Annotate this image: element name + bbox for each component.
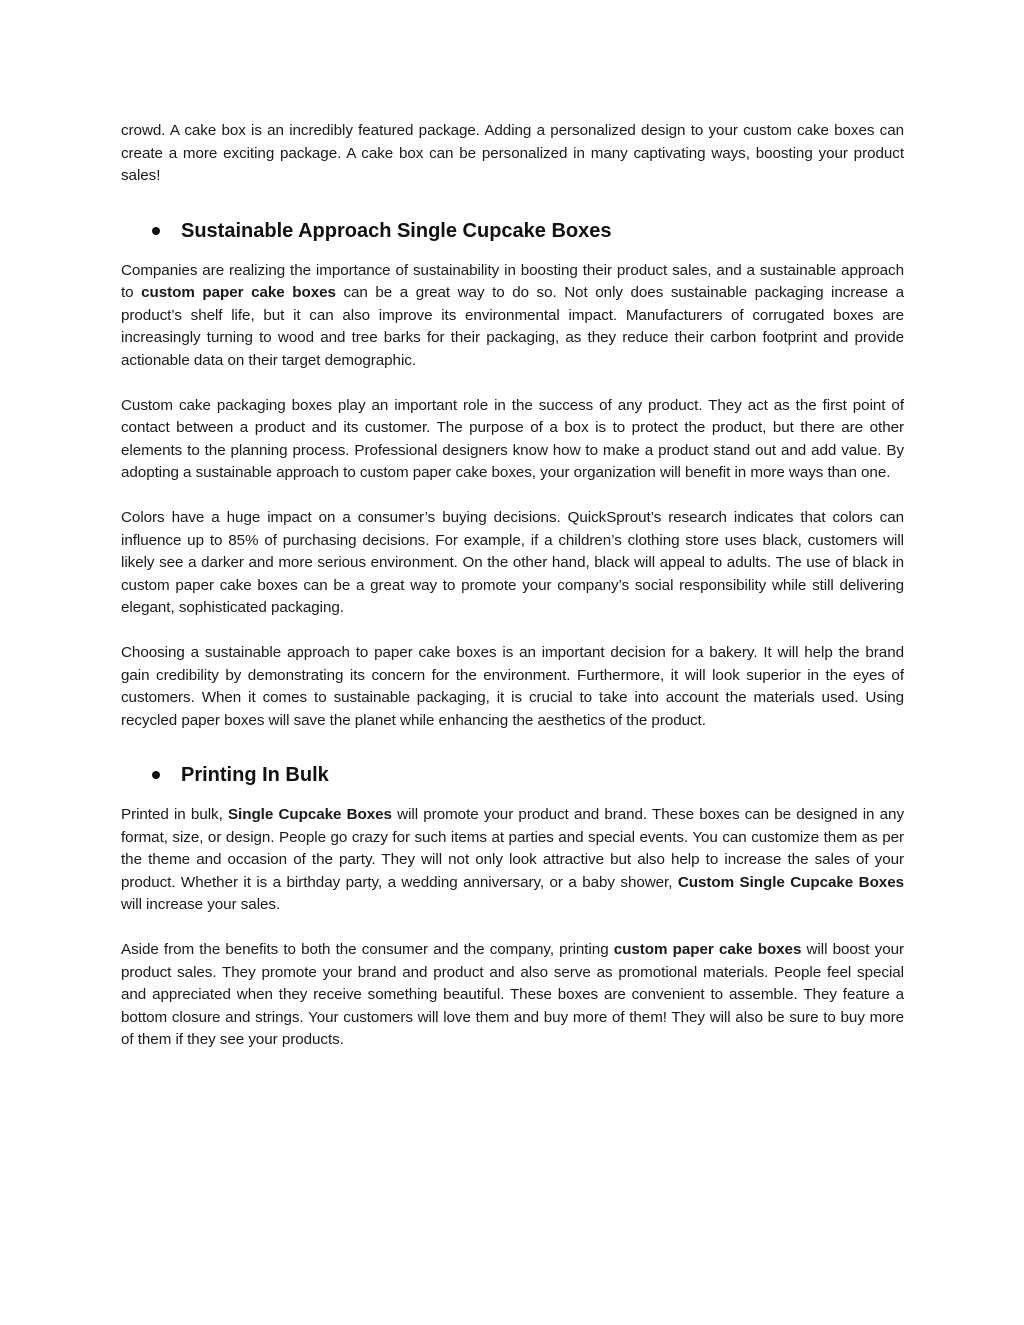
text-run: can be a great way to do so. Not only does sustainable packaging increase a product’s shelf life, but it can also improve its environmental impact. Manufacturers of corrugated boxes are increasingly turning to wood and tree barks for their packaging, as they reduce their carbon footprint and provide actionable data on their target demographic. <box>121 284 904 369</box>
paragraph: Choosing a sustainable approach to paper cake boxes is an important decision for a bakery. It will help the brand gain credibility by demonstrating its concern for the environment. Furthermore, it will look superior in the eyes of customers. When it comes to sustainable packaging, it is crucial to take into account the materials used. Using recycled paper boxes will save the planet while enhancing the aesthetics of the product. <box>121 644 904 729</box>
paragraph: Colors have a huge impact on a consumer’s buying decisions. QuickSprout’s research indicates that colors can influence up to 85% of purchasing decisions. For example, if a children’s clothing store uses black, customers will likely see a darker and more serious environment. On the other hand, black will appeal to adults. The use of black in custom paper cake boxes can be a great way to promote your company’s social responsibility while still delivering elegant, sophisticated packaging. <box>121 509 904 616</box>
paragraph <box>121 260 904 373</box>
paragraph <box>121 804 904 917</box>
intro-paragraph: crowd. A cake box is an incredibly featured package. Adding a personalized design to your custom cake boxes can create a more exciting package. A cake box can be personalized in many captivating ways, boosting your product sales! <box>121 122 904 184</box>
bold-term: Single Cupcake Boxes <box>227 806 392 823</box>
text-run: will increase your sales. <box>121 896 281 913</box>
paragraph: Custom cake packaging boxes play an important role in the success of any product. They act as the first point of contact between a product and its customer. The purpose of a box is to protect the product, but there are other elements to the planning process. Professional designers know how to make a product stand out and add value. By adopting a sustainable approach to custom paper cake boxes, your organization will benefit in more ways than one. <box>121 396 904 481</box>
bold-term: custom paper cake boxes <box>141 284 336 301</box>
paragraph <box>121 939 904 1052</box>
bullet-icon <box>152 771 160 779</box>
bullet-icon <box>152 227 160 235</box>
section-heading-text: Printing In Bulk <box>181 764 329 786</box>
bold-term: Custom Single Cupcake Boxes <box>677 873 904 891</box>
bold-term: custom paper cake boxes <box>613 941 802 958</box>
section-heading-printing <box>121 762 904 788</box>
text-run: Printed in bulk, <box>121 806 228 823</box>
text-run: Aside from the benefits to both the consumer and the company, printing <box>121 941 614 958</box>
document-page <box>121 120 904 1052</box>
text-run: will promote your product and brand. These boxes can be designed in any format, size, or design. People go crazy for such items at parties and special events. You can customize them as per the theme and occasion of the party. They will not only look attractive but also help to increase the sales of your product. Whether it is a birthday party, a wedding anniversary, or a baby shower, <box>121 806 904 891</box>
section-heading-sustainable <box>121 218 904 244</box>
text-run: will boost your product sales. They promote your brand and product and also serve as promotional materials. People feel special and appreciated when they receive something beautiful. These boxes are convenient to assemble. They feature a bottom closure and strings. Your customers will love them and buy more of them! They will also be sure to buy more of them if they see your products. <box>121 941 904 1048</box>
text-run: Companies are realizing the importance of sustainability in boosting their product sales, and a sustainable approach to <box>121 261 904 301</box>
section-heading-text: Sustainable Approach Single Cupcake Boxes <box>181 219 612 242</box>
